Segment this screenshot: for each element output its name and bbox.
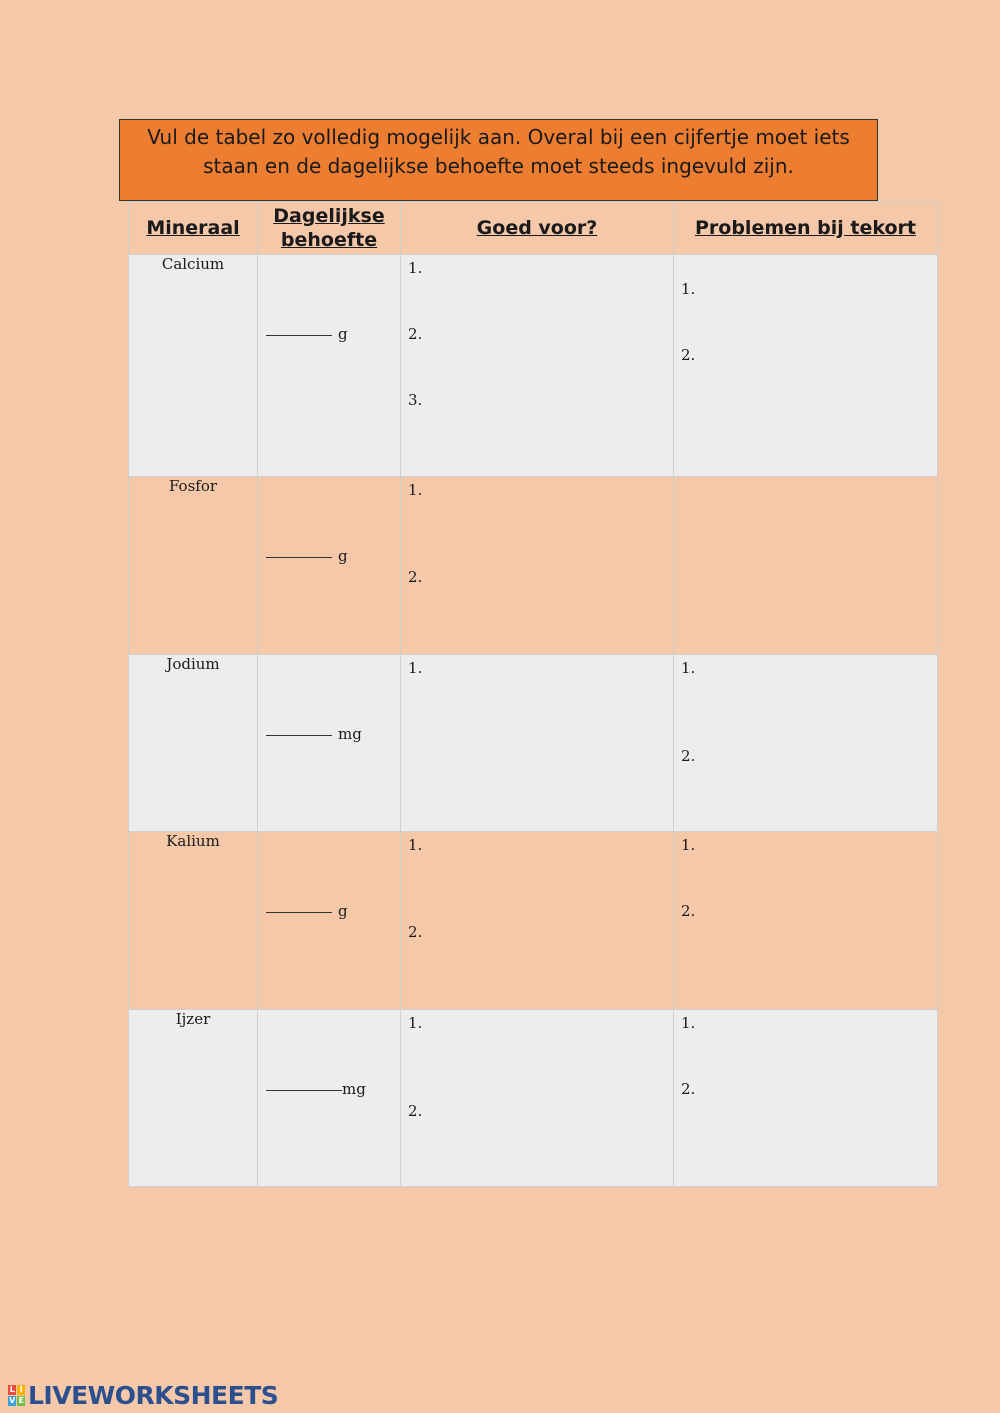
mineral-name: Kalium (166, 832, 220, 850)
logo-text: LIVEWORKSHEETS (28, 1380, 279, 1410)
mineral-cell (129, 255, 258, 477)
list-number: 3. (408, 391, 423, 409)
list-number: 1. (681, 659, 696, 677)
answer-blank (266, 912, 332, 913)
list-number: 2. (681, 1080, 696, 1098)
daily-need-entry[interactable] (266, 325, 348, 343)
list-number: 2. (681, 902, 696, 920)
daily-need-cell (258, 655, 401, 832)
logo-mark-letter: V (9, 1395, 15, 1405)
logo-mark-icon (8, 1385, 25, 1406)
unit-label: g (338, 547, 348, 565)
logo-mark-letter: I (17, 1385, 25, 1395)
daily-need-cell (258, 255, 401, 477)
mineral-cell (129, 832, 258, 1010)
instruction-text: Vul de tabel zo volledig mogelijk aan. Overal bij een cijfertje moet iets staan en de dagelijkse behoefte moet steeds ingevuld zijn. (147, 125, 850, 178)
logo-mark-letter: L (9, 1384, 15, 1394)
daily-need-entry[interactable] (266, 547, 348, 565)
answer-blank (266, 1090, 342, 1091)
daily-need-entry[interactable] (266, 1080, 366, 1098)
list-number: 1. (408, 481, 423, 499)
answer-blank (266, 335, 332, 336)
list-number: 2. (408, 1102, 423, 1120)
goed-voor-cell[interactable] (401, 477, 674, 655)
mineral-cell (129, 477, 258, 655)
daily-need-entry[interactable] (266, 902, 348, 920)
problemen-cell[interactable] (674, 1010, 938, 1187)
goed-voor-cell[interactable] (401, 655, 674, 832)
unit-label: mg (338, 725, 362, 743)
daily-need-cell (258, 1010, 401, 1187)
list-number: 1. (681, 280, 696, 298)
list-number: 2. (408, 568, 423, 586)
list-number: 1. (408, 1014, 423, 1032)
table-row (129, 832, 938, 1010)
table-row (129, 477, 938, 655)
list-number: 1. (408, 259, 423, 277)
problemen-cell[interactable] (674, 832, 938, 1010)
answer-blank (266, 557, 332, 558)
mineral-name: Ijzer (175, 1010, 211, 1028)
minerals-table (128, 201, 938, 1187)
header-dagelijkse-behoefte: Dagelijkse behoefte (258, 202, 401, 255)
unit-label: g (338, 325, 348, 343)
header-mineraal: Mineraal (129, 202, 258, 255)
goed-voor-cell[interactable] (401, 255, 674, 477)
list-number: 2. (408, 923, 423, 941)
mineral-name: Calcium (161, 255, 225, 273)
mineral-name: Fosfor (168, 477, 218, 495)
list-number: 1. (408, 836, 423, 854)
liveworksheets-logo[interactable] (8, 1381, 278, 1409)
goed-voor-cell[interactable] (401, 1010, 674, 1187)
answer-blank (266, 735, 332, 736)
goed-voor-cell[interactable] (401, 832, 674, 1010)
unit-label: mg (342, 1080, 366, 1098)
header-goed-voor: Goed voor? (401, 202, 674, 255)
list-number: 1. (681, 836, 696, 854)
instruction-box (119, 119, 878, 201)
unit-label: g (338, 902, 348, 920)
mineral-cell (129, 1010, 258, 1187)
daily-need-cell (258, 477, 401, 655)
mineral-name: Jodium (166, 655, 220, 673)
problemen-cell[interactable] (674, 255, 938, 477)
table-row (129, 1010, 938, 1187)
list-number: 2. (681, 346, 696, 364)
problemen-cell[interactable] (674, 655, 938, 832)
table-row (129, 655, 938, 832)
daily-need-cell (258, 832, 401, 1010)
list-number: 2. (408, 325, 423, 343)
logo-mark-letter: E (18, 1395, 24, 1405)
header-problemen-bij-tekort: Problemen bij tekort (674, 202, 938, 255)
mineral-cell (129, 655, 258, 832)
daily-need-entry[interactable] (266, 725, 362, 743)
table-header-row (129, 202, 938, 255)
problemen-cell[interactable] (674, 477, 938, 655)
list-number: 2. (681, 747, 696, 765)
list-number: 1. (408, 659, 423, 677)
table-row (129, 255, 938, 477)
list-number: 1. (681, 1014, 696, 1032)
